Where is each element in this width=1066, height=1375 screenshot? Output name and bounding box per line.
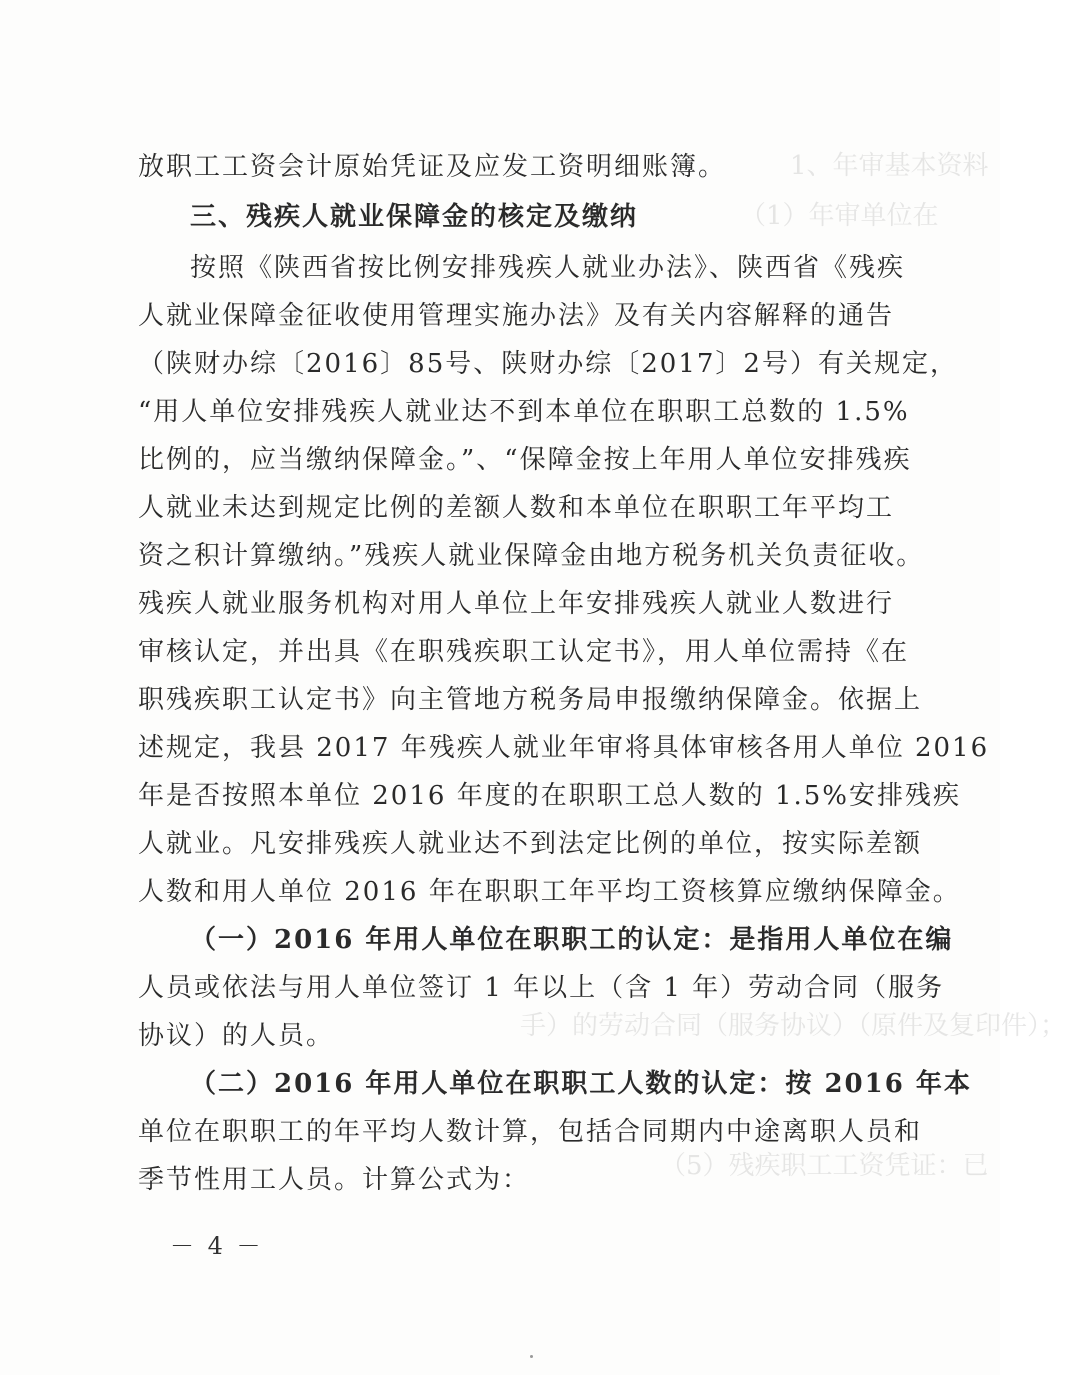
bleed-through-text: 1、年审基本资料 — [790, 151, 989, 181]
paragraph-line: 残疾人就业服务机构对用人单位上年安排残疾人就业人数进行 — [138, 589, 895, 619]
paragraph-line: 放职工工资会计原始凭证及应发工资明细账簿。 — [138, 152, 727, 182]
paragraph-line: 单位在职职工的年平均人数计算，包括合同期内中途离职人员和 — [138, 1117, 923, 1147]
paragraph-line: 审核认定，并出具《在职残疾职工认定书》，用人单位需持《在 — [138, 637, 910, 667]
paragraph-line: 人数和用人单位 2016 年在职职工年平均工资核算应缴纳保障金。 — [138, 877, 961, 907]
paragraph-line: 协议）的人员。 — [138, 1021, 335, 1051]
paragraph-line: 人就业。凡安排残疾人就业达不到法定比例的单位，按实际差额 — [138, 829, 923, 859]
paragraph-line: 按照《陕西省按比例安排残疾人就业办法》、陕西省《残疾 — [190, 253, 906, 283]
paragraph-line: 资之积计算缴纳。”残疾人就业保障金由地方税务机关负责征收。 — [138, 541, 925, 571]
paragraph-line: 季节性用工人员。计算公式为： — [138, 1165, 531, 1195]
subsection-heading: （一）2016 年用人单位在职职工的认定：是指用人单位在编 — [190, 925, 954, 955]
paragraph-line: 述规定，我县 2017 年残疾人就业年审将具体审核各用人单位 2016 — [138, 733, 990, 763]
page-number: － 4 － — [170, 1232, 264, 1260]
bleed-through-text: 手）的劳动合同（服务协议）（原件及复印件）； — [520, 1011, 1066, 1041]
paragraph-line: “用人单位安排残疾人就业达不到本单位在职职工总数的 1.5% — [138, 397, 910, 427]
bleed-through-text: （5）残疾职工工资凭证：已 — [660, 1151, 989, 1181]
scan-speck — [530, 1355, 533, 1358]
paragraph-line: 比例的，应当缴纳保障金。”、“保障金按上年用人单位安排残疾 — [138, 445, 912, 475]
paragraph-line: 人员或依法与用人单位签订 1 年以上（含 1 年）劳动合同（服务 — [138, 973, 945, 1003]
section-heading: 三、残疾人就业保障金的核定及缴纳 — [190, 202, 639, 232]
subsection-heading: （二）2016 年用人单位在职职工人数的认定：按 2016 年本 — [190, 1069, 972, 1099]
paragraph-line: 年是否按照本单位 2016 年度的在职职工总人数的 1.5%安排残疾 — [138, 781, 962, 811]
paragraph-line: 职残疾职工认定书》向主管地方税务局申报缴纳保障金。依据上 — [138, 685, 923, 715]
paragraph-line: （陕财办综〔2016〕85号、陕财办综〔2017〕2号）有关规定， — [138, 349, 958, 379]
bleed-through-text: （1）年审单位在 — [740, 201, 939, 231]
paragraph-line: 人就业未达到规定比例的差额人数和本单位在职职工年平均工 — [138, 493, 895, 523]
paragraph-line: 人就业保障金征收使用管理实施办法》及有关内容解释的通告 — [138, 301, 895, 331]
